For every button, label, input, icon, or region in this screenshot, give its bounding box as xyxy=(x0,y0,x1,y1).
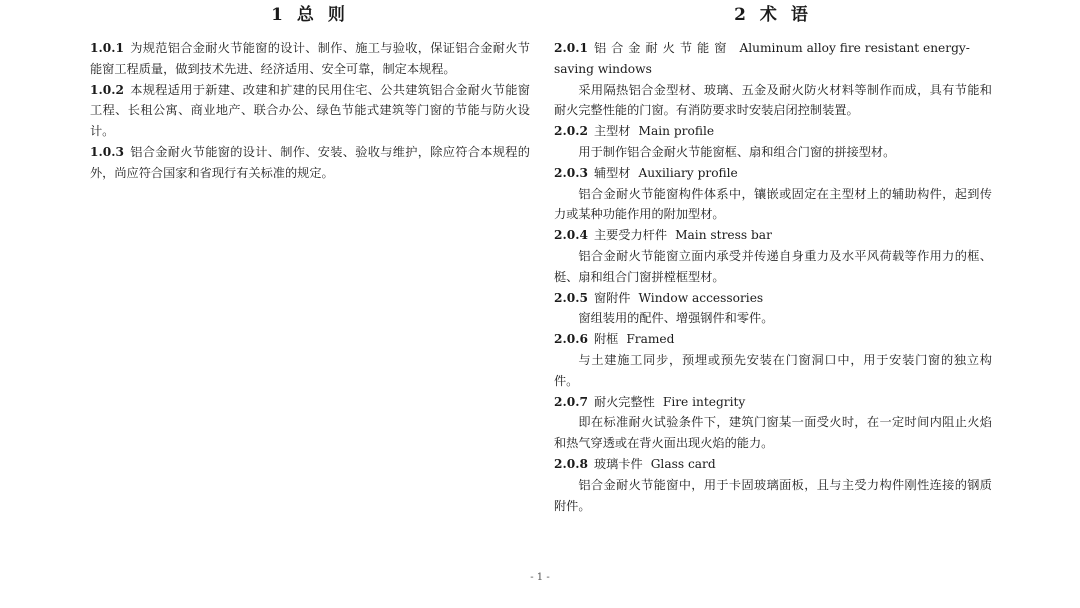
term-2-0-6-heading xyxy=(554,329,992,350)
clause-1-0-1 xyxy=(90,38,530,80)
clause-1-0-3 xyxy=(90,142,530,184)
term-2-0-7-definition: 即在标准耐火试验条件下，建筑门窗某一面受火时，在一定时间内阻止火焰和热气穿透或在背火面出现火焰的能力。 xyxy=(554,415,992,451)
term-2-0-5-definition: 窗组装用的配件、增强钢件和零件。 xyxy=(578,311,774,326)
term-2-0-2-heading xyxy=(554,121,992,142)
term-en: Main profile xyxy=(638,124,715,139)
term-en: Fire integrity xyxy=(662,394,746,409)
term-number: 2.0.2 xyxy=(554,124,588,139)
term-number: 2.0.1 xyxy=(554,41,588,55)
term-en: Main stress bar xyxy=(675,228,772,243)
clause-number: 1.0.2 xyxy=(90,82,124,97)
clause-number: 1.0.3 xyxy=(90,144,124,159)
term-2-0-1-heading xyxy=(554,38,992,80)
term-zh: 耐火完整性 xyxy=(593,394,655,409)
chapter-1-title: 1 总 则 xyxy=(271,5,349,25)
clause-1-0-2 xyxy=(90,80,530,142)
term-en: Framed xyxy=(626,332,675,347)
term-number: 2.0.7 xyxy=(554,394,588,409)
chapter-2-column xyxy=(554,0,992,516)
term-number: 2.0.8 xyxy=(554,456,588,471)
term-2-0-6-definition: 与土建施工同步，预埋或预先安装在门窗洞口中，用于安装门窗的独立构件。 xyxy=(554,352,992,388)
term-number: 2.0.3 xyxy=(554,165,588,180)
term-zh: 玻璃卡件 xyxy=(593,456,643,471)
term-zh: 铝合金耐火节能窗 xyxy=(593,41,732,55)
page-number: - 1 - xyxy=(530,572,550,583)
term-2-0-4-heading xyxy=(554,225,992,246)
term-en: Window accessories xyxy=(638,290,764,305)
clause-text: 本规程适用于新建、改建和扩建的民用住宅、公共建筑铝合金耐火节能窗工程、长租公寓、商业地产、联合办公、绿色节能式建筑等门窗的节能与防火设计。 xyxy=(90,82,530,139)
term-zh: 主型材 xyxy=(593,124,631,139)
term-en: Glass card xyxy=(650,456,716,471)
term-2-0-8-heading xyxy=(554,454,992,475)
term-2-0-4-definition: 铝合金耐火节能窗立面内承受并传递自身重力及水平风荷载等作用力的框、梃、扇和组合门窗拼樘框型材。 xyxy=(554,248,992,284)
clause-number: 1.0.1 xyxy=(90,41,124,55)
clause-text: 铝合金耐火节能窗的设计、制作、安装、验收与维护，除应符合本规程的外，尚应符合国家和省现行有关标准的规定。 xyxy=(90,144,530,180)
term-number: 2.0.6 xyxy=(554,332,588,347)
term-zh: 辅型材 xyxy=(593,165,631,180)
clause-text: 为规范铝合金耐火节能窗的设计、制作、施工与验收，保证铝合金耐火节能窗工程质量，做到技术先进、经济适用、安全可靠，制定本规程。 xyxy=(90,41,530,76)
term-zh: 附框 xyxy=(593,332,619,347)
term-number: 2.0.4 xyxy=(554,228,588,243)
term-2-0-2-definition: 用于制作铝合金耐火节能窗框、扇和组合门窗的拼接型材。 xyxy=(578,144,896,159)
term-2-0-5-heading xyxy=(554,288,992,309)
term-2-0-8-definition: 铝合金耐火节能窗中，用于卡固玻璃面板，且与主受力构件刚性连接的钢质附件。 xyxy=(554,477,992,513)
term-zh: 主要受力杆件 xyxy=(593,228,668,243)
term-2-0-7-heading xyxy=(554,392,992,413)
term-en: Auxiliary profile xyxy=(638,165,738,180)
chapter-2-title: 2 术 语 xyxy=(734,5,812,25)
chapter-1-column xyxy=(90,0,530,184)
term-zh: 窗附件 xyxy=(593,290,631,305)
term-number: 2.0.5 xyxy=(554,290,588,305)
term-2-0-1-definition: 采用隔热铝合金型材、玻璃、五金及耐火防火材料等制作而成，具有节能和耐火完整性能的门窗。有消防要求时安装启闭控制装置。 xyxy=(554,82,992,118)
term-2-0-3-heading xyxy=(554,163,992,184)
term-2-0-3-definition: 铝合金耐火节能窗构件体系中，镶嵌或固定在主型材上的辅助构件，起到传力或某种功能作用的附加型材。 xyxy=(554,186,992,222)
term-en: Aluminum alloy fire resistant energy-saving windows xyxy=(554,41,970,76)
